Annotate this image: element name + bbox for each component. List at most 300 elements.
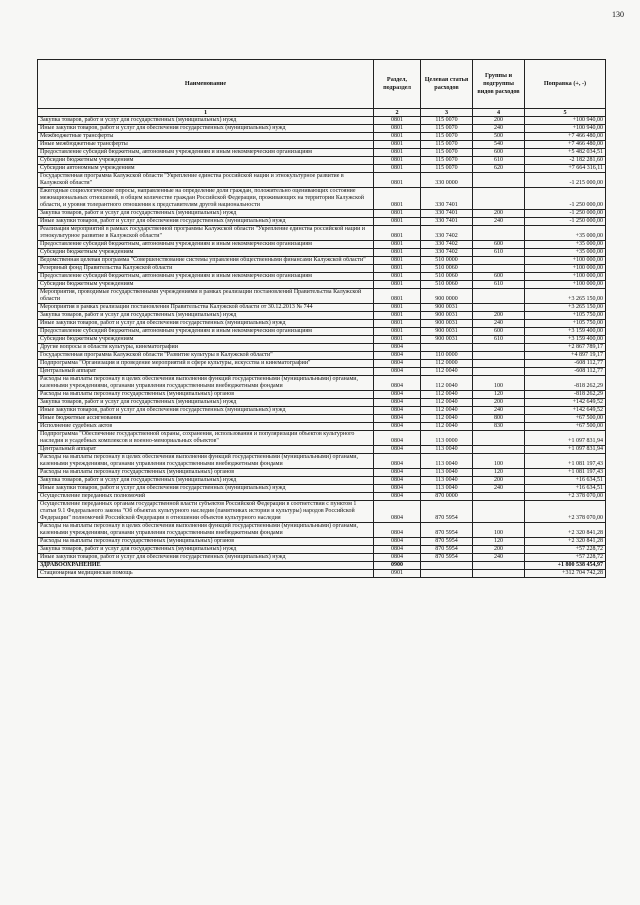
row-name-cell: Закупка товаров, работ и услуг для государственных (муниципальных) нужд — [38, 477, 374, 485]
table-row — [38, 477, 606, 485]
row-section-cell: 0801 — [374, 289, 421, 304]
row-section-cell: 0804 — [374, 368, 421, 376]
row-name-cell: Реализация мероприятий в рамках государственной программы Калужской области "Укрепление единства российской нации и этнокультурное развитие в Калужской области" — [38, 226, 374, 241]
row-group-cell: 600 — [473, 149, 525, 157]
row-amount-cell: +100 000,00 — [525, 281, 606, 289]
row-article-cell: 112 0040 — [421, 368, 473, 376]
row-article-cell: 330 7402 — [421, 249, 473, 257]
row-amount-cell: +67 500,00 — [525, 415, 606, 423]
row-name-cell: Закупка товаров, работ и услуг для государственных (муниципальных) нужд — [38, 399, 374, 407]
table-row — [38, 546, 606, 554]
row-name-cell: Расходы на выплаты персоналу государственных (муниципальных) органов — [38, 391, 374, 399]
row-name-cell: Исполнение судебных актов — [38, 423, 374, 431]
row-name-cell: Стационарная медицинская помощь — [38, 570, 374, 578]
row-group-cell: 620 — [473, 165, 525, 173]
row-article-cell: 112 0000 — [421, 360, 473, 368]
row-article-cell: 900 0000 — [421, 289, 473, 304]
table-row — [38, 562, 606, 570]
row-amount-cell: +5 482 034,51 — [525, 149, 606, 157]
row-group-cell — [473, 446, 525, 454]
table-row — [38, 469, 606, 477]
row-amount-cell: -2 182 281,60 — [525, 157, 606, 165]
row-article-cell: 112 0040 — [421, 423, 473, 431]
row-section-cell: 0801 — [374, 312, 421, 320]
row-amount-cell: +142 649,52 — [525, 407, 606, 415]
row-article-cell: 113 0040 — [421, 446, 473, 454]
row-group-cell — [473, 360, 525, 368]
row-amount-cell: +16 634,51 — [525, 477, 606, 485]
row-section-cell: 0804 — [374, 391, 421, 399]
row-group-cell: 100 — [473, 523, 525, 538]
row-article-cell: 112 0040 — [421, 376, 473, 391]
row-amount-cell: +142 649,52 — [525, 399, 606, 407]
row-group-cell: 100 — [473, 376, 525, 391]
row-group-cell: 200 — [473, 117, 525, 125]
row-name-cell: Мероприятия, проводимые государственными учреждениями в рамках реализации постановлений Правительства Калужской области — [38, 289, 374, 304]
table-row — [38, 241, 606, 249]
row-amount-cell: -1 250 000,00 — [525, 218, 606, 226]
row-amount-cell: +3 265 150,00 — [525, 289, 606, 304]
table-row — [38, 265, 606, 273]
page-number: 130 — [612, 10, 624, 19]
row-name-cell: Подпрограмма "Организация и проведение мероприятий в сфере культуры, искусства и кинематографии" — [38, 360, 374, 368]
row-amount-cell: -1 250 000,00 — [525, 210, 606, 218]
row-group-cell: 240 — [473, 125, 525, 133]
row-article-cell: 112 0040 — [421, 415, 473, 423]
row-article-cell: 510 0060 — [421, 265, 473, 273]
row-article-cell: 870 5954 — [421, 538, 473, 546]
row-group-cell: 610 — [473, 249, 525, 257]
row-section-cell: 0804 — [374, 501, 421, 523]
row-amount-cell: +67 500,00 — [525, 423, 606, 431]
row-group-cell — [473, 173, 525, 188]
row-article-cell: 112 0040 — [421, 399, 473, 407]
row-group-cell — [473, 368, 525, 376]
row-article-cell: 115 0070 — [421, 141, 473, 149]
row-article-cell: 330 7402 — [421, 241, 473, 249]
row-name-cell: Мероприятия в рамках реализации постановления Правительства Калужской области от 30.12.2013 № 744 — [38, 304, 374, 312]
table-row — [38, 493, 606, 501]
table-row — [38, 117, 606, 125]
table-row — [38, 336, 606, 344]
table-row — [38, 454, 606, 469]
row-name-cell: Подпрограмма "Обеспечение государственной охраны, сохранения, использования и популяризации объектов культурного наследия и усадебных комплексов и военно-мемориальных объектов" — [38, 431, 374, 446]
table-row — [38, 415, 606, 423]
row-name-cell: Субсидии бюджетным учреждениям — [38, 157, 374, 165]
row-group-cell: 100 — [473, 454, 525, 469]
table-row — [38, 423, 606, 431]
row-group-cell: 800 — [473, 415, 525, 423]
table-row — [38, 391, 606, 399]
header-amount: Поправка (+, -) — [525, 60, 606, 109]
row-name-cell: Иные закупки товаров, работ и услуг для обеспечения государственных (муниципальных) нужд — [38, 485, 374, 493]
table-row — [38, 289, 606, 304]
row-group-cell: 500 — [473, 133, 525, 141]
row-section-cell: 0801 — [374, 133, 421, 141]
row-amount-cell: +7 664 316,11 — [525, 165, 606, 173]
table-row — [38, 188, 606, 210]
row-section-cell: 0801 — [374, 157, 421, 165]
table-row — [38, 249, 606, 257]
row-name-cell: Осуществление переданных полномочий — [38, 493, 374, 501]
row-name-cell: Субсидии бюджетным учреждениям — [38, 281, 374, 289]
row-group-cell: 600 — [473, 241, 525, 249]
row-name-cell: Ежегодные социологические опросы, направленные на определение доли граждан, положительно оценивающих состояние межнациональных отношений, в общем количестве граждан Российской Федерации, проживающих на территории Калужской области, и уровня толерантного отношения к представителям другой национальности — [38, 188, 374, 210]
row-amount-cell: +105 750,00 — [525, 320, 606, 328]
row-section-cell: 0801 — [374, 320, 421, 328]
row-amount-cell: +1 800 538 454,97 — [525, 562, 606, 570]
table-row — [38, 501, 606, 523]
row-article-cell: 870 5954 — [421, 546, 473, 554]
row-amount-cell: +1 081 197,43 — [525, 469, 606, 477]
row-name-cell: Государственная программа Калужской области "Развитие культуры в Калужской области" — [38, 352, 374, 360]
row-article-cell: 900 0031 — [421, 328, 473, 336]
row-amount-cell: +100 000,00 — [525, 265, 606, 273]
row-article-cell: 115 0070 — [421, 125, 473, 133]
row-name-cell: Иные закупки товаров, работ и услуг для обеспечения государственных (муниципальных) нужд — [38, 407, 374, 415]
row-section-cell: 0804 — [374, 546, 421, 554]
row-name-cell: Расходы на выплаты персоналу в целях обеспечения выполнения функций государственными (муниципальными) органами, казенными учреждениями, органами управления государственными внебюджетными фондами — [38, 523, 374, 538]
column-number: 1 — [38, 109, 374, 117]
row-section-cell: 0804 — [374, 538, 421, 546]
table-row — [38, 273, 606, 281]
row-section-cell: 0801 — [374, 257, 421, 265]
row-group-cell — [473, 265, 525, 273]
row-amount-cell: -818 262,29 — [525, 391, 606, 399]
row-section-cell: 0804 — [374, 554, 421, 562]
row-section-cell: 0801 — [374, 226, 421, 241]
table-row — [38, 149, 606, 157]
row-group-cell — [473, 289, 525, 304]
row-group-cell — [473, 344, 525, 352]
row-name-cell: Предоставление субсидий бюджетным, автономным учреждениям и иным некоммерческим организациям — [38, 273, 374, 281]
row-name-cell: Ведомственная целевая программа "Совершенствование системы управления общественными финансами Калужской области" — [38, 257, 374, 265]
row-section-cell: 0804 — [374, 376, 421, 391]
row-article-cell: 870 5954 — [421, 523, 473, 538]
row-section-cell: 0900 — [374, 562, 421, 570]
row-section-cell: 0801 — [374, 304, 421, 312]
row-name-cell: Закупка товаров, работ и услуг для государственных (муниципальных) нужд — [38, 546, 374, 554]
row-amount-cell: +3 159 400,00 — [525, 336, 606, 344]
row-group-cell: 600 — [473, 273, 525, 281]
row-amount-cell: +35 000,00 — [525, 226, 606, 241]
table-row — [38, 218, 606, 226]
row-amount-cell: +57 228,72 — [525, 546, 606, 554]
row-name-cell: Иные бюджетные ассигнования — [38, 415, 374, 423]
row-article-cell: 113 0040 — [421, 469, 473, 477]
row-group-cell — [473, 562, 525, 570]
row-group-cell: 830 — [473, 423, 525, 431]
row-article-cell: 900 0031 — [421, 336, 473, 344]
row-name-cell: Предоставление субсидий бюджетным, автономным учреждениям и иным некоммерческим организациям — [38, 328, 374, 336]
row-name-cell: Иные закупки товаров, работ и услуг для обеспечения государственных (муниципальных) нужд — [38, 218, 374, 226]
row-group-cell — [473, 352, 525, 360]
row-article-cell: 330 7401 — [421, 188, 473, 210]
row-article-cell: 113 0040 — [421, 477, 473, 485]
row-article-cell: 115 0070 — [421, 133, 473, 141]
row-section-cell: 0801 — [374, 188, 421, 210]
row-name-cell: Другие вопросы в области культуры, кинематографии — [38, 344, 374, 352]
row-name-cell: Межбюджетные трансферты — [38, 133, 374, 141]
row-group-cell: 610 — [473, 336, 525, 344]
table-row — [38, 360, 606, 368]
row-article-cell: 115 0070 — [421, 149, 473, 157]
row-article-cell: 115 0070 — [421, 157, 473, 165]
row-name-cell: Расходы на выплаты персоналу государственных (муниципальных) органов — [38, 538, 374, 546]
table-row — [38, 328, 606, 336]
table-row — [38, 570, 606, 578]
table-row — [38, 352, 606, 360]
row-amount-cell: +100 000,00 — [525, 273, 606, 281]
row-article-cell: 900 0031 — [421, 304, 473, 312]
row-section-cell: 0804 — [374, 431, 421, 446]
row-amount-cell: +4 897 19,17 — [525, 352, 606, 360]
table-row — [38, 173, 606, 188]
row-group-cell: 200 — [473, 312, 525, 320]
row-group-cell: 240 — [473, 320, 525, 328]
row-amount-cell: +3 159 400,00 — [525, 328, 606, 336]
row-section-cell: 0801 — [374, 249, 421, 257]
row-amount-cell: +100 940,00 — [525, 117, 606, 125]
table-row — [38, 538, 606, 546]
header-group: Группы и подгруппы видов расходов — [473, 60, 525, 109]
row-section-cell: 0801 — [374, 218, 421, 226]
table-row — [38, 320, 606, 328]
row-section-cell: 0804 — [374, 493, 421, 501]
row-name-cell: Закупка товаров, работ и услуг для государственных (муниципальных) нужд — [38, 117, 374, 125]
row-name-cell: Субсидии автономным учреждениям — [38, 165, 374, 173]
row-amount-cell: +16 634,51 — [525, 485, 606, 493]
row-section-cell: 0804 — [374, 485, 421, 493]
row-amount-cell: -1 250 000,00 — [525, 188, 606, 210]
row-article-cell — [421, 562, 473, 570]
row-section-cell: 0804 — [374, 454, 421, 469]
row-name-cell: Предоставление субсидий бюджетным, автономным учреждениям и иным некоммерческим организациям — [38, 241, 374, 249]
row-name-cell: Государственная программа Калужской области "Укрепление единства российской нации и этнокультурное развитие в Калужской области" — [38, 173, 374, 188]
row-article-cell: 870 0000 — [421, 493, 473, 501]
table-row — [38, 523, 606, 538]
row-section-cell: 0804 — [374, 407, 421, 415]
table-row — [38, 133, 606, 141]
row-amount-cell: +2 320 841,28 — [525, 523, 606, 538]
row-group-cell: 540 — [473, 141, 525, 149]
row-article-cell — [421, 344, 473, 352]
row-amount-cell: +35 000,00 — [525, 249, 606, 257]
row-name-cell: Иные межбюджетные трансферты — [38, 141, 374, 149]
row-section-cell: 0804 — [374, 423, 421, 431]
row-amount-cell: +100 940,00 — [525, 125, 606, 133]
header-section: Раздел, подраздел — [374, 60, 421, 109]
row-article-cell: 113 0000 — [421, 431, 473, 446]
row-group-cell: 240 — [473, 485, 525, 493]
row-name-cell: Иные закупки товаров, работ и услуг для обеспечения государственных (муниципальных) нужд — [38, 320, 374, 328]
row-section-cell: 0804 — [374, 399, 421, 407]
row-name-cell: Расходы на выплаты персоналу в целях обеспечения выполнения функций государственными (муниципальными) органами, казенными учреждениями, органами управления государственными внебюджетными фондами — [38, 376, 374, 391]
table-row — [38, 226, 606, 241]
row-section-cell: 0801 — [374, 241, 421, 249]
row-article-cell: 113 0040 — [421, 485, 473, 493]
row-name-cell: Закупка товаров, работ и услуг для государственных (муниципальных) нужд — [38, 312, 374, 320]
column-number: 2 — [374, 109, 421, 117]
row-section-cell: 0804 — [374, 446, 421, 454]
table-row — [38, 554, 606, 562]
table-row — [38, 141, 606, 149]
table-row — [38, 431, 606, 446]
table-row — [38, 210, 606, 218]
table-row — [38, 165, 606, 173]
row-section-cell: 0801 — [374, 265, 421, 273]
row-group-cell: 610 — [473, 281, 525, 289]
table-row — [38, 344, 606, 352]
row-name-cell: Расходы на выплаты персоналу в целях обеспечения выполнения функций государственными (муниципальными) органами, казенными учреждениями, органами управления государственными внебюджетными фондами — [38, 454, 374, 469]
row-amount-cell: +100 000,00 — [525, 257, 606, 265]
row-article-cell: 330 7401 — [421, 210, 473, 218]
row-name-cell: Закупка товаров, работ и услуг для государственных (муниципальных) нужд — [38, 210, 374, 218]
table-row — [38, 368, 606, 376]
row-section-cell: 0801 — [374, 210, 421, 218]
row-group-cell: 200 — [473, 399, 525, 407]
row-group-cell — [473, 501, 525, 523]
row-name-cell: Осуществление переданных органам государственной власти субъектов Российской Федерации в соответствии с пунктом 1 статьи 9.1 Федерального закона "Об объектах культурного наследия (памятниках истории и культуры) народов Российской Федерации" полномочий Российской Федерации в отношении объектов культурного наследия — [38, 501, 374, 523]
row-amount-cell: +1 081 197,43 — [525, 454, 606, 469]
row-article-cell: 112 0040 — [421, 407, 473, 415]
row-article-cell: 510 0060 — [421, 281, 473, 289]
table-row — [38, 312, 606, 320]
row-section-cell: 0801 — [374, 273, 421, 281]
row-article-cell: 870 5954 — [421, 554, 473, 562]
header-article: Целевая статья расходов — [421, 60, 473, 109]
row-name-cell: Резервный фонд Правительства Калужской области — [38, 265, 374, 273]
row-article-cell: 900 0031 — [421, 320, 473, 328]
table-row — [38, 399, 606, 407]
row-section-cell: 0801 — [374, 141, 421, 149]
row-group-cell: 120 — [473, 391, 525, 399]
row-article-cell — [421, 570, 473, 578]
row-name-cell: Иные закупки товаров, работ и услуг для обеспечения государственных (муниципальных) нужд — [38, 125, 374, 133]
row-amount-cell: +2 378 070,00 — [525, 493, 606, 501]
row-section-cell: 0801 — [374, 173, 421, 188]
row-group-cell — [473, 257, 525, 265]
table-row — [38, 281, 606, 289]
table-row — [38, 304, 606, 312]
row-amount-cell: -818 262,29 — [525, 376, 606, 391]
row-name-cell: Иные закупки товаров, работ и услуг для обеспечения государственных (муниципальных) нужд — [38, 554, 374, 562]
row-section-cell: 0804 — [374, 344, 421, 352]
row-article-cell: 510 0000 — [421, 257, 473, 265]
row-name-cell: ЗДРАВООХРАНЕНИЕ — [38, 562, 374, 570]
row-amount-cell: +57 228,72 — [525, 554, 606, 562]
row-amount-cell: -608 112,77 — [525, 368, 606, 376]
row-article-cell: 510 0060 — [421, 273, 473, 281]
row-group-cell: 120 — [473, 538, 525, 546]
table-row — [38, 446, 606, 454]
row-name-cell: Субсидии бюджетным учреждениям — [38, 249, 374, 257]
row-name-cell: Расходы на выплаты персоналу государственных (муниципальных) органов — [38, 469, 374, 477]
row-section-cell: 0801 — [374, 117, 421, 125]
row-amount-cell: +3 265 150,00 — [525, 304, 606, 312]
row-group-cell: 120 — [473, 469, 525, 477]
row-name-cell: Центральный аппарат — [38, 446, 374, 454]
row-article-cell: 330 7402 — [421, 226, 473, 241]
row-group-cell: 600 — [473, 328, 525, 336]
table-row — [38, 125, 606, 133]
row-section-cell: 0801 — [374, 125, 421, 133]
row-amount-cell: +2 378 070,00 — [525, 501, 606, 523]
row-group-cell — [473, 431, 525, 446]
row-group-cell: 240 — [473, 407, 525, 415]
row-amount-cell: +1 097 831,94 — [525, 446, 606, 454]
row-group-cell: 610 — [473, 157, 525, 165]
column-number: 3 — [421, 109, 473, 117]
column-number: 4 — [473, 109, 525, 117]
table-row — [38, 485, 606, 493]
row-article-cell: 330 0000 — [421, 173, 473, 188]
row-amount-cell: +312 704 742,28 — [525, 570, 606, 578]
row-amount-cell: +2 867 789,17 — [525, 344, 606, 352]
row-article-cell: 330 7401 — [421, 218, 473, 226]
row-article-cell: 900 0031 — [421, 312, 473, 320]
row-group-cell — [473, 570, 525, 578]
row-section-cell: 0901 — [374, 570, 421, 578]
row-article-cell: 110 0000 — [421, 352, 473, 360]
row-group-cell — [473, 493, 525, 501]
column-number: 5 — [525, 109, 606, 117]
row-section-cell: 0804 — [374, 477, 421, 485]
row-amount-cell: +105 750,00 — [525, 312, 606, 320]
row-section-cell: 0804 — [374, 415, 421, 423]
row-group-cell — [473, 226, 525, 241]
row-group-cell: 200 — [473, 546, 525, 554]
row-group-cell: 200 — [473, 477, 525, 485]
row-section-cell: 0801 — [374, 149, 421, 157]
row-amount-cell: +1 097 831,94 — [525, 431, 606, 446]
row-section-cell: 0804 — [374, 523, 421, 538]
budget-amendments-table — [37, 59, 606, 578]
row-amount-cell: +7 466 480,00 — [525, 141, 606, 149]
row-amount-cell: +2 320 841,28 — [525, 538, 606, 546]
row-article-cell: 115 0070 — [421, 165, 473, 173]
row-section-cell: 0804 — [374, 360, 421, 368]
row-group-cell: 240 — [473, 554, 525, 562]
row-section-cell: 0801 — [374, 328, 421, 336]
row-name-cell: Субсидии бюджетным учреждениям — [38, 336, 374, 344]
row-article-cell: 113 0040 — [421, 454, 473, 469]
row-article-cell: 115 0070 — [421, 117, 473, 125]
row-amount-cell: +35 000,00 — [525, 241, 606, 249]
row-group-cell: 240 — [473, 218, 525, 226]
row-group-cell: 200 — [473, 210, 525, 218]
header-name: Наименование — [38, 60, 374, 109]
table-row — [38, 257, 606, 265]
row-amount-cell: -608 112,77 — [525, 360, 606, 368]
table-row — [38, 376, 606, 391]
row-name-cell: Предоставление субсидий бюджетным, автономным учреждениям и иным некоммерческим организациям — [38, 149, 374, 157]
row-name-cell: Центральный аппарат — [38, 368, 374, 376]
row-section-cell: 0801 — [374, 336, 421, 344]
row-article-cell: 870 5954 — [421, 501, 473, 523]
row-article-cell: 112 0040 — [421, 391, 473, 399]
row-group-cell — [473, 188, 525, 210]
row-amount-cell: +7 466 480,00 — [525, 133, 606, 141]
row-section-cell: 0801 — [374, 281, 421, 289]
row-amount-cell: -1 215 000,00 — [525, 173, 606, 188]
table-row — [38, 157, 606, 165]
row-section-cell: 0804 — [374, 352, 421, 360]
row-section-cell: 0801 — [374, 165, 421, 173]
row-section-cell: 0804 — [374, 469, 421, 477]
table-row — [38, 407, 606, 415]
row-group-cell — [473, 304, 525, 312]
